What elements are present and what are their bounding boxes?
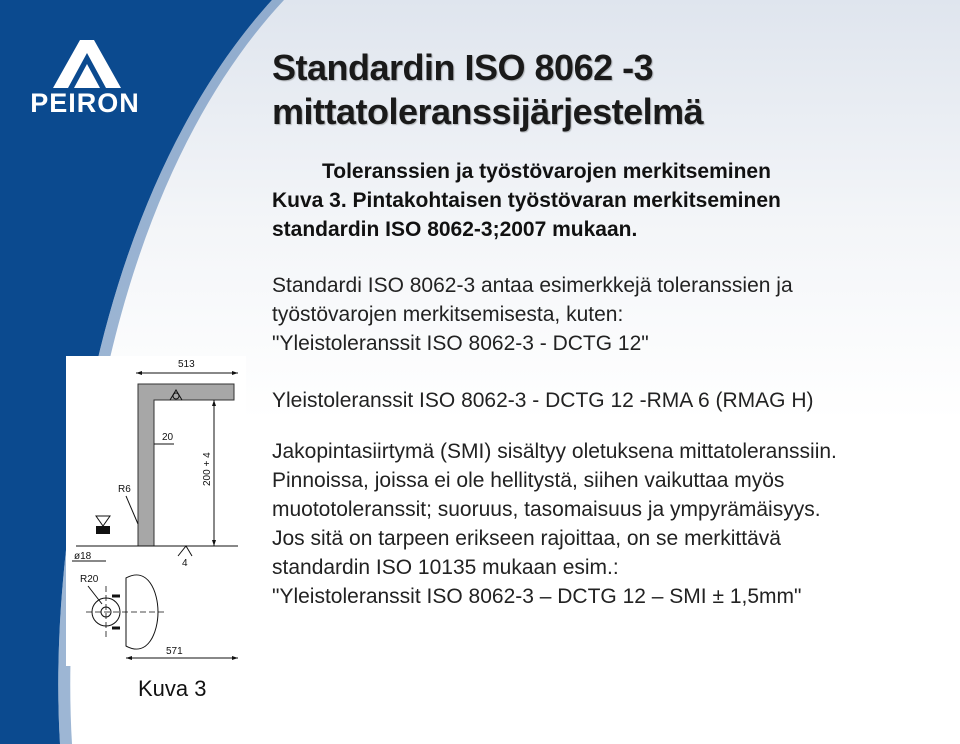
- peiron-logo-text: PEIRON: [30, 88, 140, 118]
- title-line-2: mittatoleranssijärjestelmä: [272, 91, 704, 132]
- technical-drawing: [66, 356, 246, 666]
- subtitle-block: [272, 157, 912, 244]
- smi-line-4: Jos sitä on tarpeen erikseen rajoittaa, on se merkittävä: [272, 527, 781, 550]
- figure-caption: Kuva 3: [138, 676, 207, 701]
- dim-d18: ø18: [74, 551, 92, 562]
- smi-line-6: "Yleistoleranssit ISO 8062-3 – DCTG 12 – SMI ± 1,5mm": [272, 585, 802, 608]
- intro-line-2: työstövarojen merkitsemisesta, kuten:: [272, 303, 624, 326]
- example-1: "Yleistoleranssit ISO 8062-3 - DCTG 12": [272, 332, 649, 355]
- intro-line-1: Standardi ISO 8062-3 antaa esimerkkejä toleranssien ja: [272, 274, 793, 297]
- dim-20: 20: [162, 432, 174, 443]
- title-line-1: Standardin ISO 8062 -3: [272, 47, 654, 88]
- body-text: [272, 271, 942, 611]
- example-2: Yleistoleranssit ISO 8062-3 - DCTG 12 -RMA 6 (RMAG H): [272, 389, 814, 412]
- dim-r20: R20: [80, 574, 99, 585]
- smi-line-1: Jakopintasiirtymä (SMI) sisältyy oletuksena mittatoleranssiin.: [272, 440, 837, 463]
- subtitle-line-2: Kuva 3. Pintakohtaisen työstövaran merkitseminen: [272, 189, 781, 212]
- subtitle-line-1: Toleranssien ja työstövarojen merkitseminen: [322, 160, 771, 183]
- smi-line-5: standardin ISO 10135 mukaan esim.:: [272, 556, 619, 579]
- smi-line-3: muototoleranssit; suoruus, tasomaisuus ja ympyrämäisyys.: [272, 498, 821, 521]
- dim-4: 4: [182, 558, 188, 569]
- subtitle-line-3: standardin ISO 8062-3;2007 mukaan.: [272, 218, 638, 241]
- dim-513: 513: [178, 359, 195, 370]
- dim-r6: R6: [118, 484, 131, 495]
- dim-571: 571: [166, 646, 183, 657]
- smi-line-2: Pinnoissa, joissa ei ole hellitystä, siihen vaikuttaa myös: [272, 469, 785, 492]
- dim-200: 200 + 4: [202, 452, 213, 486]
- slide-title: [272, 46, 932, 134]
